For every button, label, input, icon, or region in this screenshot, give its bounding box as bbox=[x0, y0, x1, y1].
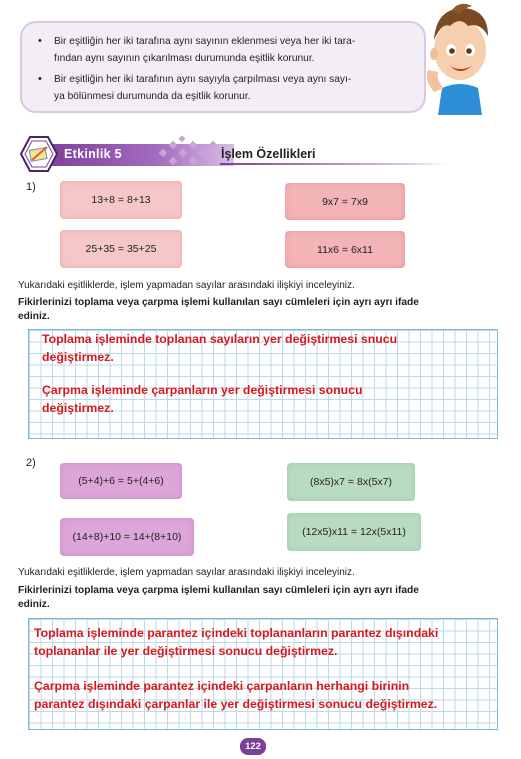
info-bullet bbox=[34, 71, 418, 105]
equation-card: (12x5)x11 = 12x(5x11) bbox=[287, 513, 421, 551]
instruction-line: Fikirlerinizi toplama veya çarpma işlemi kullanılan sayı cümleleri için ayrı ayrı ifade bbox=[18, 585, 419, 596]
activity-header bbox=[18, 134, 448, 174]
section-2-prompt: Yukarıdaki eşitliklerde, işlem yapmadan sayılar arasındaki ilişkiyi inceleyiniz. bbox=[18, 567, 355, 578]
equation-card: (14+8)+10 = 14+(8+10) bbox=[60, 518, 194, 556]
equation-card: (8x5)x7 = 8x(5x7) bbox=[287, 463, 415, 501]
info-list bbox=[34, 33, 418, 109]
equation-card: 13+8 = 8+13 bbox=[60, 181, 182, 219]
answer-line: Toplama işleminde parantez içindeki toplananların parantez dışındaki bbox=[34, 626, 439, 640]
answer-line: Çarpma işleminde parantez içindeki çarpanların herhangi birinin bbox=[34, 679, 410, 693]
instruction-line: ediniz. bbox=[18, 311, 50, 322]
answer-line: Çarpma işleminde çarpanların yer değiştirmesi sonucu bbox=[42, 383, 363, 397]
equation-card: (5+4)+6 = 5+(4+6) bbox=[60, 463, 182, 499]
info-bullet-line: Bir eşitliğin her iki tarafının aynı sayıyla çarpılması veya aynı sayı- bbox=[54, 74, 352, 85]
info-bullet bbox=[34, 33, 418, 67]
boy-mascot-illustration bbox=[420, 0, 500, 115]
answer-line: değiştirmez. bbox=[42, 401, 114, 415]
info-box bbox=[20, 21, 426, 113]
equation-card: 25+35 = 35+25 bbox=[60, 230, 182, 268]
section-2-instruction bbox=[18, 584, 419, 612]
activity-underline bbox=[220, 163, 448, 165]
section-1-prompt: Yukarıdaki eşitliklerde, işlem yapmadan sayılar arasındaki ilişkiyi inceleyiniz. bbox=[18, 280, 355, 291]
activity-title: İşlem Özellikleri bbox=[221, 147, 316, 161]
answer-line: toplananlar ile yer değiştirmesi sonucu değiştirmez. bbox=[34, 644, 338, 658]
info-bullet-line: Bir eşitliğin her iki tarafına aynı sayının eklenmesi veya her iki tara- bbox=[54, 36, 356, 47]
page-number: 122 bbox=[240, 738, 266, 755]
activity-label: Etkinlik 5 bbox=[64, 147, 122, 161]
equation-card: 9x7 = 7x9 bbox=[285, 183, 405, 220]
pencil-book-icon bbox=[20, 136, 58, 172]
section-2-number: 2) bbox=[26, 457, 36, 469]
answer-line: değiştirmez. bbox=[42, 350, 114, 364]
diamond-pattern-decoration bbox=[156, 136, 226, 170]
info-bullet-line: ya bölünmesi durumunda da eşitlik korunur. bbox=[54, 91, 251, 102]
section-1-instruction bbox=[18, 296, 419, 324]
equation-card: 11x6 = 6x11 bbox=[285, 231, 405, 268]
answer-line: parantez dışındaki çarpanlar ile yer değiştirmesi sonucu değiştirmez. bbox=[34, 697, 438, 711]
answer-line: Toplama işleminde toplanan sayıların yer değiştirmesi snucu bbox=[42, 332, 398, 346]
instruction-line: ediniz. bbox=[18, 599, 50, 610]
info-bullet-line: fından aynı sayının çıkarılması durumunda eşitlik korunur. bbox=[54, 53, 315, 64]
section-1-number: 1) bbox=[26, 181, 36, 193]
instruction-line: Fikirlerinizi toplama veya çarpma işlemi kullanılan sayı cümleleri için ayrı ayrı ifade bbox=[18, 297, 419, 308]
